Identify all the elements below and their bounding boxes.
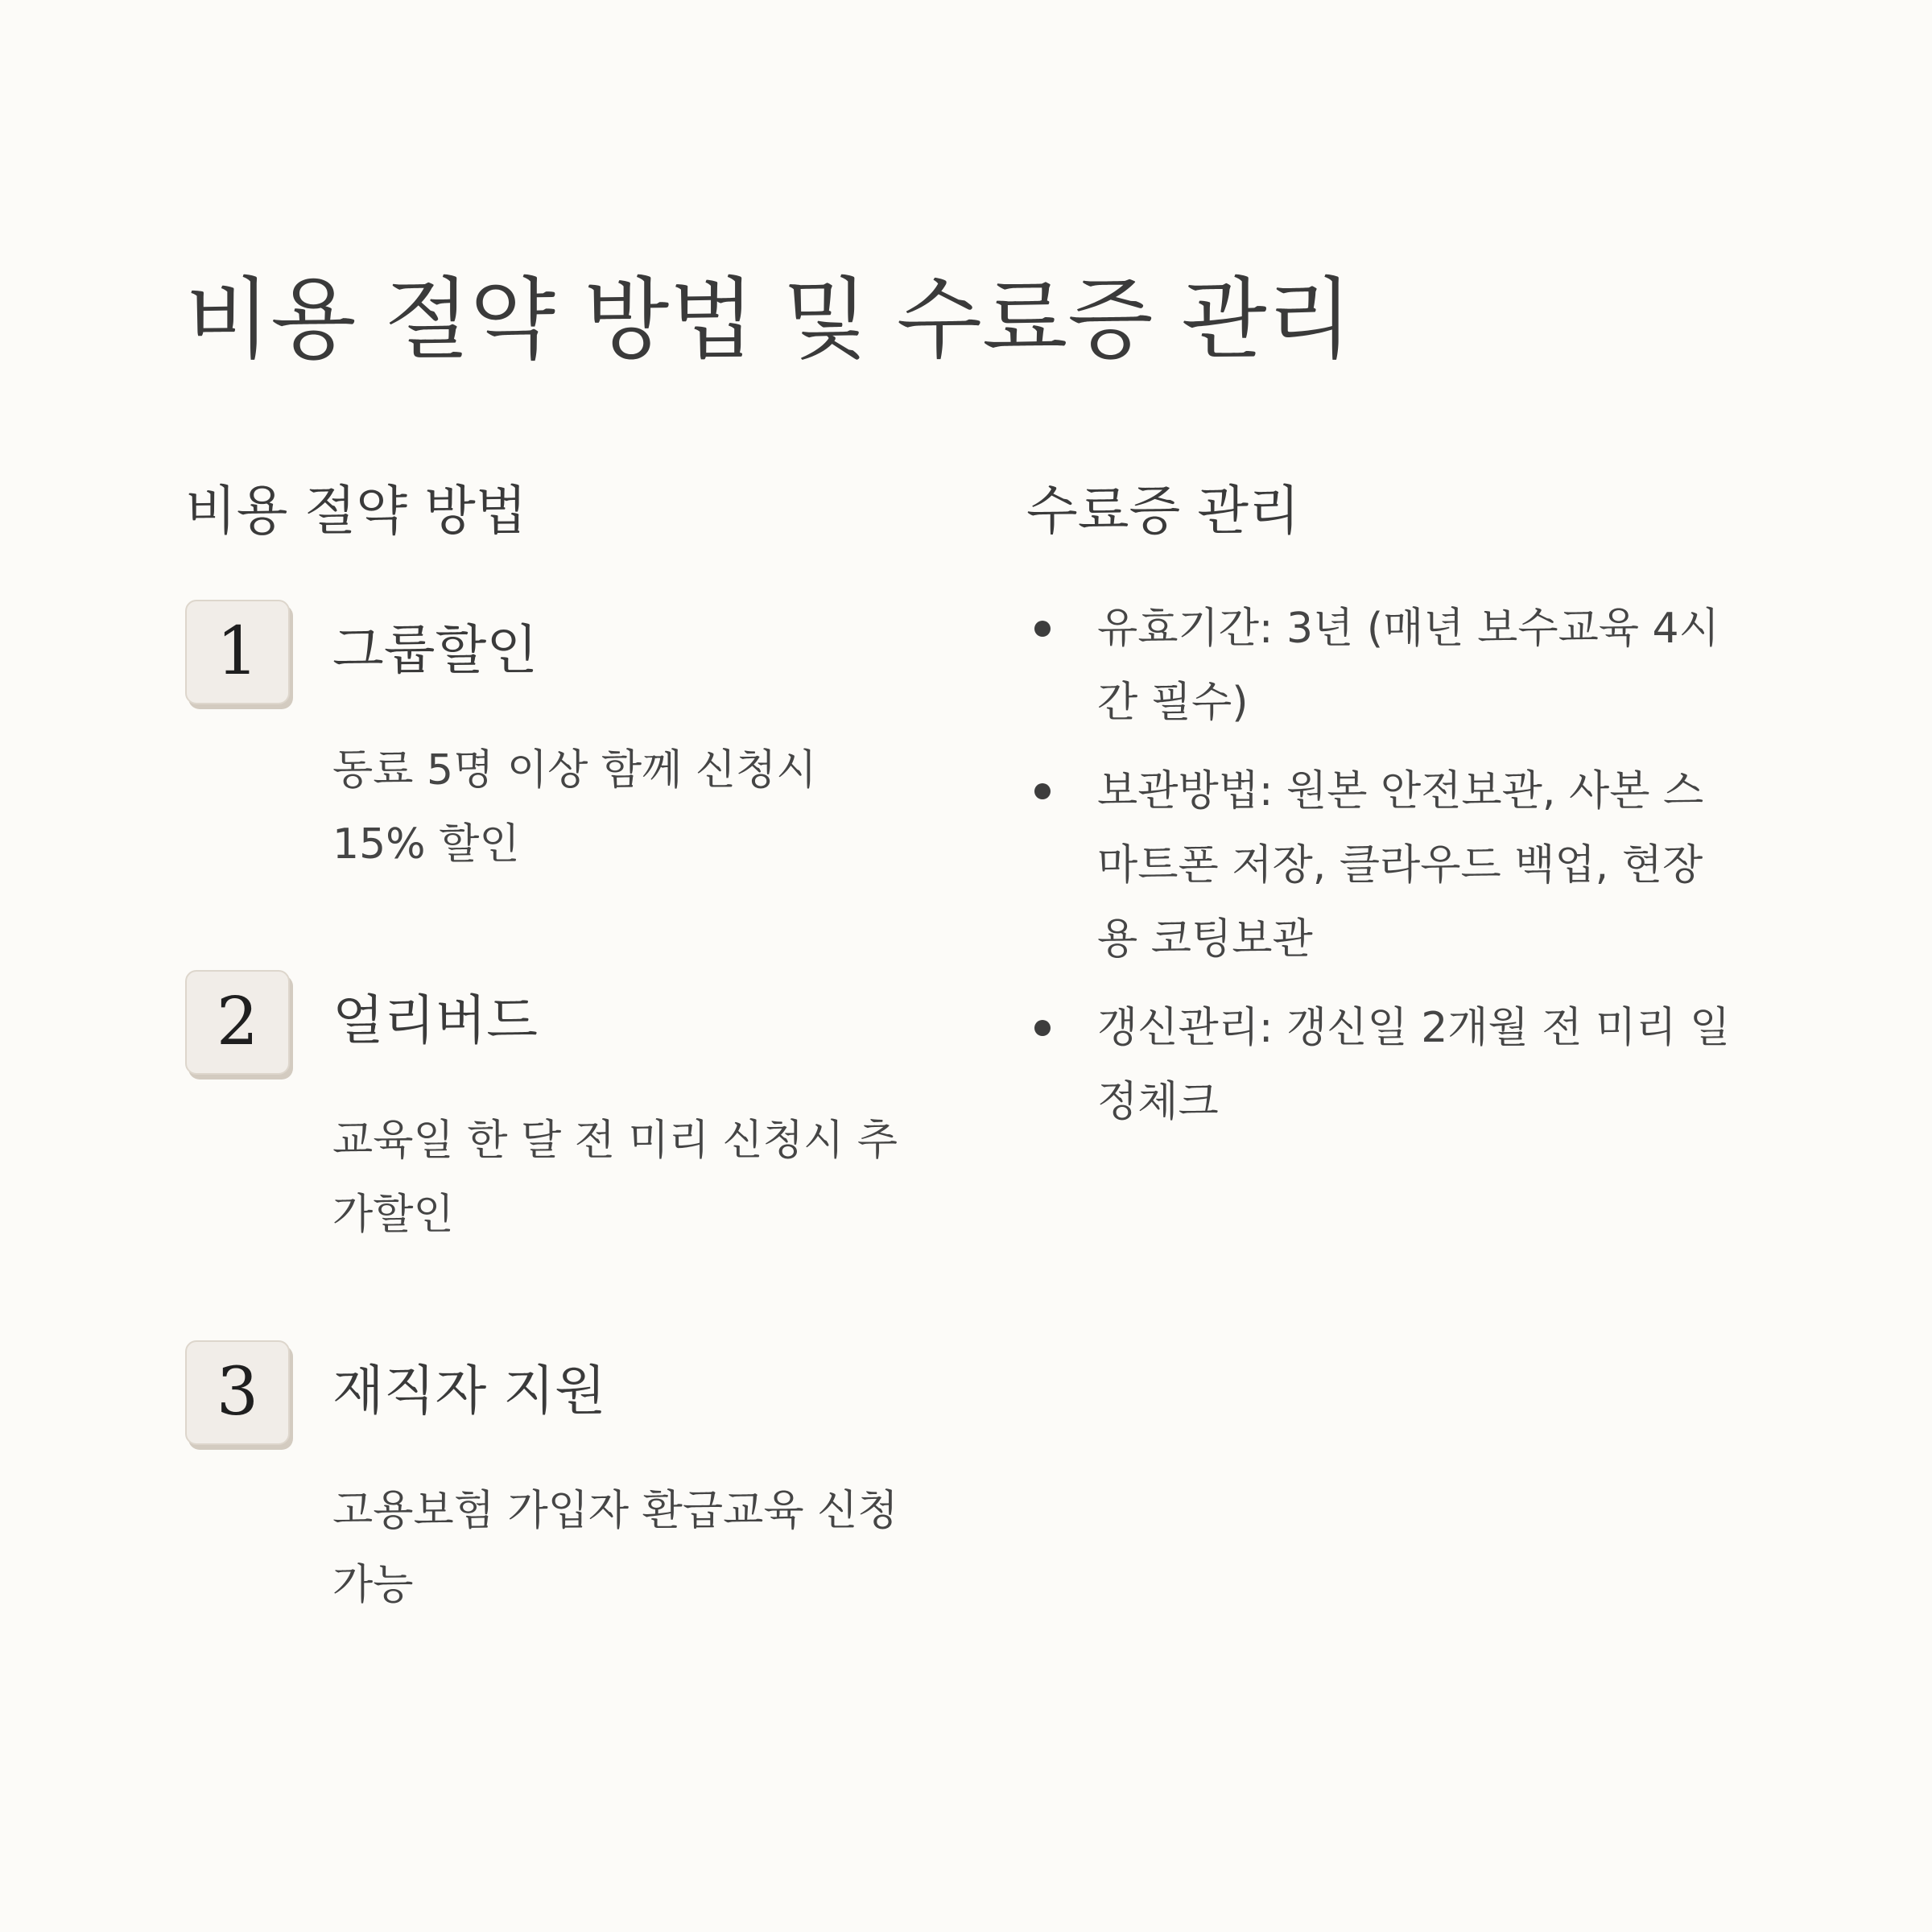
step-number-badge: 2 (185, 970, 290, 1075)
page-title: 비용 절약 방법 및 수료증 관리 (185, 268, 1352, 371)
step-title: 그룹할인 (332, 619, 539, 681)
list-item-text: 보관방법: 원본 안전보관, 사본 스마트폰 저장, 클라우드 백업, 현장용 코팅보관 (1097, 767, 1704, 964)
bullet-icon (1034, 783, 1051, 799)
step-number-badge: 3 (185, 1340, 290, 1445)
step-description: 교육일 한 달 전 미리 신청시 추가할인 (332, 1117, 898, 1239)
step-number-badge: 1 (185, 600, 290, 704)
list-item-text: 유효기간: 3년 (매년 보수교육 4시간 필수) (1097, 605, 1719, 727)
list-item (1026, 592, 1735, 740)
step-title: 얼리버드 (332, 989, 539, 1051)
bullet-icon (1034, 621, 1051, 637)
certificate-list (1026, 592, 1751, 1154)
list-item (1026, 754, 1735, 976)
list-item (1026, 991, 1735, 1139)
list-item-text: 갱신관리: 갱신일 2개월 전 미리 일정체크 (1097, 1004, 1731, 1126)
cost-saving-heading: 비용 절약 방법 (185, 480, 527, 542)
certificate-heading: 수료증 관리 (1026, 480, 1300, 542)
step-description: 고용보험 가입자 환급교육 신청가능 (332, 1487, 898, 1609)
step-description: 동료 5명 이상 함께 신청시 15% 할인 (332, 746, 817, 869)
bullet-icon (1034, 1020, 1051, 1036)
step-title: 재직자 지원 (332, 1360, 606, 1422)
